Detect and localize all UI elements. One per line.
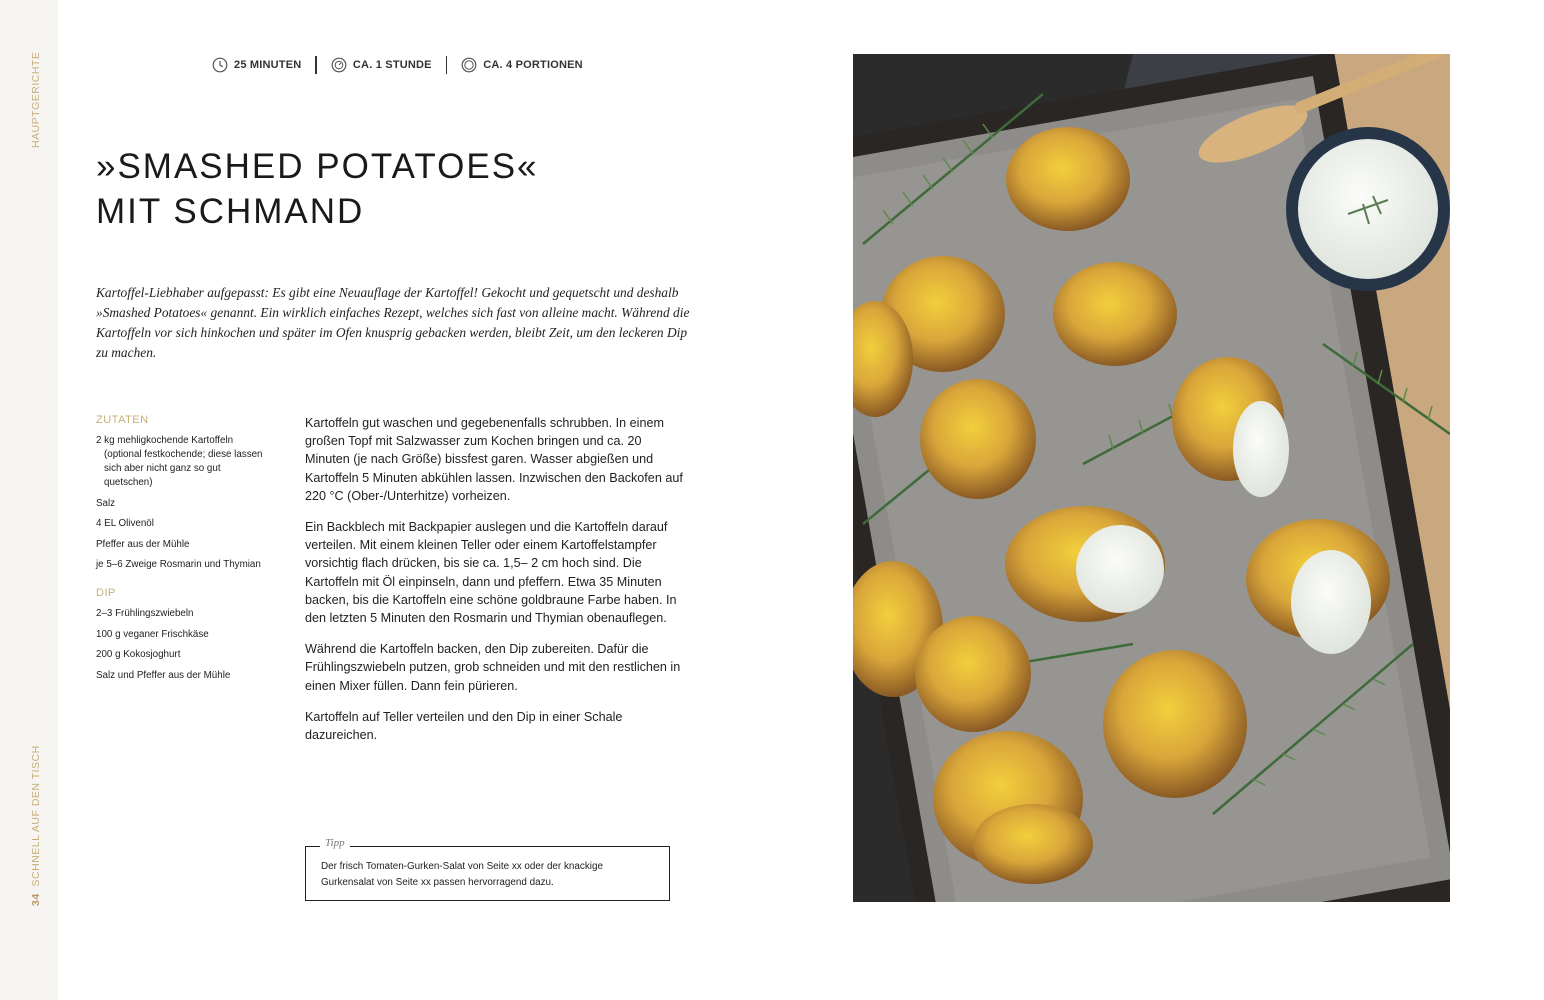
recipe-meta [212,54,583,76]
recipe-photo [853,54,1450,902]
page-number: 34 [30,893,42,906]
title-line-2: MIT SCHMAND [96,192,365,231]
method-step: Kartoffeln auf Teller verteilen und den Dip in einer Schale dazureichen. [305,709,623,743]
meta-divider [446,56,448,74]
section-label: SCHNELL AUF DEN TISCH [30,745,42,887]
meta-divider [315,56,317,74]
ingredients-heading: ZUTATEN [96,414,149,426]
tip-box [305,837,670,901]
dip-list [96,607,266,683]
plate-icon [461,57,477,73]
total-time-text: CA. 1 STUNDE [352,59,432,71]
smashed-potatoes-illustration [853,54,1450,902]
method-step: Kartoffeln gut waschen und gegebenenfalls schrubben. In einem großen Topf mit Salzwasser zum Kochen bringen und ca. 20 Minuten (je nach Größe) bissfest garen. Wasser abgießen und Kartoffeln 5 Minuten abkühlen lassen. Inzwischen den Backofen auf 220 °C (Ober-/Unterhitze) vorheizen. [305,416,683,503]
title-line-1: »SMASHED POTATOES« [96,147,539,186]
dip-section [96,587,266,683]
intro-text: Kartoffel-Liebhaber aufgepasst: Es gibt eine Neuauflage der Kartoffel! Gekocht und gequetscht und deshalb »Smashed Potatoes« genannt. Ein wirklich einfaches Rezept, welches sich fast von alleine macht. Während die Kartoffeln vor sich hinkochen und später im Ofen knusprig gebacken werden, bleibt Zeit, um den leckeren Dip zu machen. [96,285,690,360]
ingredient-item: 2 kg mehligkochende Kartoffeln (optional festkochende; diese lassen sich aber nicht ganz so gut quetschen) [96,435,263,488]
ingredients-list [96,434,266,572]
ingredient-item: je 5–6 Zweige Rosmarin und Thymian [96,559,261,570]
recipe-title [96,144,539,234]
method-step: Ein Backblech mit Backpapier auslegen und die Kartoffeln darauf verteilen. Mit einem kleinen Teller oder einem Kartoffelstampfer vorsichtig flach drücken, bis sie ca. 1,5– 2 cm hoch sind. Die Kartoffeln mit Öl einpinseln, dann und pfeffern. Etwa 35 Minuten backen, bis die Kartoffeln eine schöne goldbraune Farbe haben. In den letzten 5 Minuten den Rosmarin und Thymian obenauflegen. [305,520,677,626]
prep-time [212,57,301,73]
ingredients-column [96,414,266,689]
portions-text: CA. 4 PORTIONEN [483,59,583,71]
dip-item: 2–3 Frühlingszwiebeln [96,608,194,619]
dip-item: 100 g veganer Frischkäse [96,628,209,640]
ingredient-item: Pfeffer aus der Mühle [96,538,190,550]
tip-text: Der frisch Tomaten-Gurken-Salat von Seite xx oder der knackige Gurkensalat von Seite xx passen hervorragend dazu. [321,861,603,888]
ingredient-item: Salz [96,497,116,509]
portions [461,57,583,73]
page-spine [0,0,58,1000]
category-label: HAUPTGERICHTE [30,51,42,148]
method-column [305,414,685,757]
tip-label: Tipp [320,837,350,849]
timer-icon [331,57,347,73]
page-footer [30,745,42,906]
clock-icon [212,57,228,73]
prep-time-text: 25 MINUTEN [234,59,302,71]
dip-item: 200 g Kokosjoghurt [96,649,181,660]
dip-item: Salz und Pfeffer aus der Mühle [96,669,231,681]
dip-heading: DIP [96,587,116,599]
method-step: Während die Kartoffeln backen, den Dip zubereiten. Dafür die Frühlingszwiebeln putzen, grob schneiden und mit den restlichen in einen Mixer füllen. Dann fein pürieren. [305,642,681,693]
total-time [331,57,432,73]
ingredient-item: 4 EL Olivenöl [96,518,154,529]
